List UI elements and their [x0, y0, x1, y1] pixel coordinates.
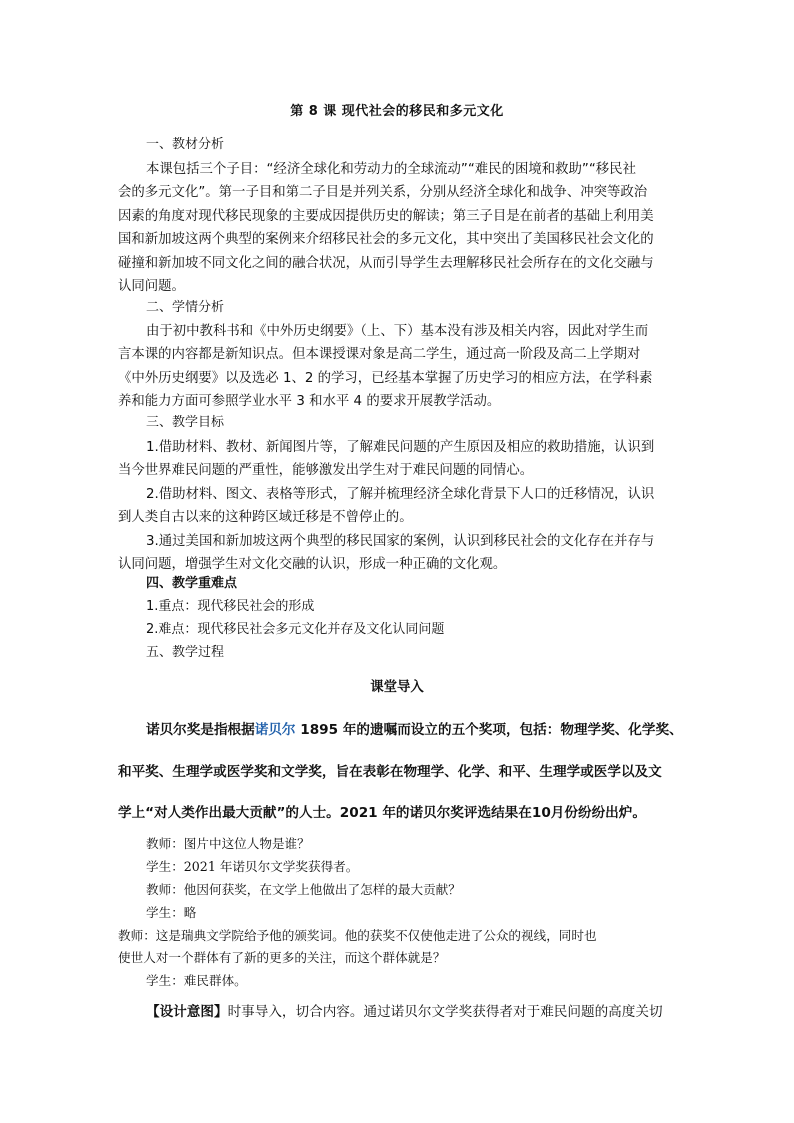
paragraph-line: 养和能力方面可参照学业水平 3 和水平 4 的要求开展教学活动。	[118, 394, 501, 410]
section-heading-teaching-objectives: 三、教学目标	[146, 415, 225, 430]
paragraph-line: 言本课的内容都是新知识点。但本课授课对象是高二学生，通过高一阶段及高二上学期对	[118, 347, 641, 363]
nobel-link[interactable]: 诺贝尔	[254, 722, 296, 738]
objective-line: 认同问题，增强学生对文化交融的认识，形成一种正确的文化观。	[118, 557, 507, 573]
intro-line-2: 和平奖、生理学或医学奖和文学奖，旨在表彰在物理学、化学、和平、生理学或医学以及文	[118, 764, 662, 780]
objective-line: 2.借助材料、图文、表格等形式，了解并梳理经济全球化背景下人口的迁移情况，认识	[146, 486, 655, 502]
objective-line: 3.通过美国和新加坡这两个典型的移民国家的案例，认识到移民社会的文化存在并存与	[146, 533, 655, 549]
teaching-objectives-list	[118, 436, 678, 576]
dialogue-teacher-3-cont: 使世人对一个群体有了新的更多的关注，而这个群体就是？	[118, 950, 446, 965]
key-point: 1.重点：现代移民社会的形成	[146, 599, 315, 614]
paragraph-line: 认同问题。	[118, 279, 185, 295]
section-heading-key-difficult: 四、教学重难点	[146, 576, 238, 591]
intro-text: 1895 年的遗嘱而设立的五个奖项，包括：物理学奖、化学奖、	[295, 722, 683, 738]
objective-line: 到人类自古以来的这种跨区域迁移是不曾停止的。	[118, 510, 413, 526]
paragraph-line: 由于初中教科书和《中外历史纲要》（上、下）基本没有涉及相关内容，因此对学生而	[146, 324, 649, 339]
dialogue-teacher-1: 教师：图片中这位人物是谁？	[146, 836, 310, 851]
paragraph-line: 碰撞和新加坡不同文化之间的融合状况，从而引导学生去理解移民社会所存在的文化交融与	[118, 255, 654, 271]
paragraph-line: 会的多元文化”。第一子目和第二子目是并列关系，分别从经济全球化和战争、冲突等政治	[118, 185, 648, 201]
difficult-point: 2.难点：现代移民社会多元文化并存及文化认同问题	[146, 622, 445, 637]
design-intent-text: 时事导入，切合内容。通过诺贝尔文学奖获得者对于难民问题的高度关切	[227, 1004, 663, 1020]
section-heading-textbook-analysis: 一、教材分析	[146, 137, 225, 152]
paragraph-line: 因素的角度对现代移民现象的主要成因提供历史的解读；第三子目是在前者的基础上利用美	[118, 208, 654, 224]
dialogue-teacher-2: 教师：他因何获奖，在文学上他做出了怎样的最大贡献？	[146, 882, 461, 897]
student-analysis-paragraph	[118, 320, 678, 414]
page-title: 第 8 课 现代社会的移民和多元文化	[290, 104, 504, 119]
dialogue-student-1: 学生：2021 年诺贝尔文学奖获得者。	[146, 859, 359, 874]
paragraph-line: 《中外历史纲要》以及选必 1、2 的学习，已经基本掌握了历史学习的相应方法，在学科素	[118, 370, 653, 386]
dialogue-student-2: 学生：略	[146, 905, 197, 920]
design-intent	[146, 1000, 663, 1020]
intro-line-1	[146, 718, 716, 738]
objective-line: 1.借助材料、教材、新闻图片等，了解难民问题的产生原因及相应的救助措施，认识到	[146, 440, 655, 455]
dialogue-teacher-3: 教师：这是瑞典文学院给予他的颁奖词。他的获奖不仅使他走进了公众的视线，同时也	[118, 928, 597, 943]
intro-line-3: 学上“对人类作出最大贡献”的人士。2021 年的诺贝尔奖评选结果在10月份纷纷出炉。	[118, 805, 646, 821]
paragraph-line: 国和新加坡这两个典型的案例来介绍移民社会的多元文化，其中突出了美国移民社会文化的	[118, 232, 654, 248]
section-heading-student-analysis: 二、学情分析	[146, 300, 225, 315]
paragraph-line: 本课包括三个子目：“经济全球化和劳动力的全球流动”“难民的困境和救助”“移民社	[146, 162, 636, 177]
classroom-intro-heading: 课堂导入	[370, 680, 424, 695]
intro-text: 诺贝尔奖是指根据	[146, 722, 255, 738]
textbook-analysis-paragraph	[118, 158, 678, 298]
design-intent-tag: 【设计意图】	[146, 1004, 228, 1020]
objective-line: 当今世界难民问题的严重性，能够激发出学生对于难民问题的同情心。	[118, 463, 534, 479]
dialogue-student-3: 学生：难民群体。	[146, 973, 247, 988]
section-heading-teaching-process: 五、教学过程	[146, 645, 225, 660]
